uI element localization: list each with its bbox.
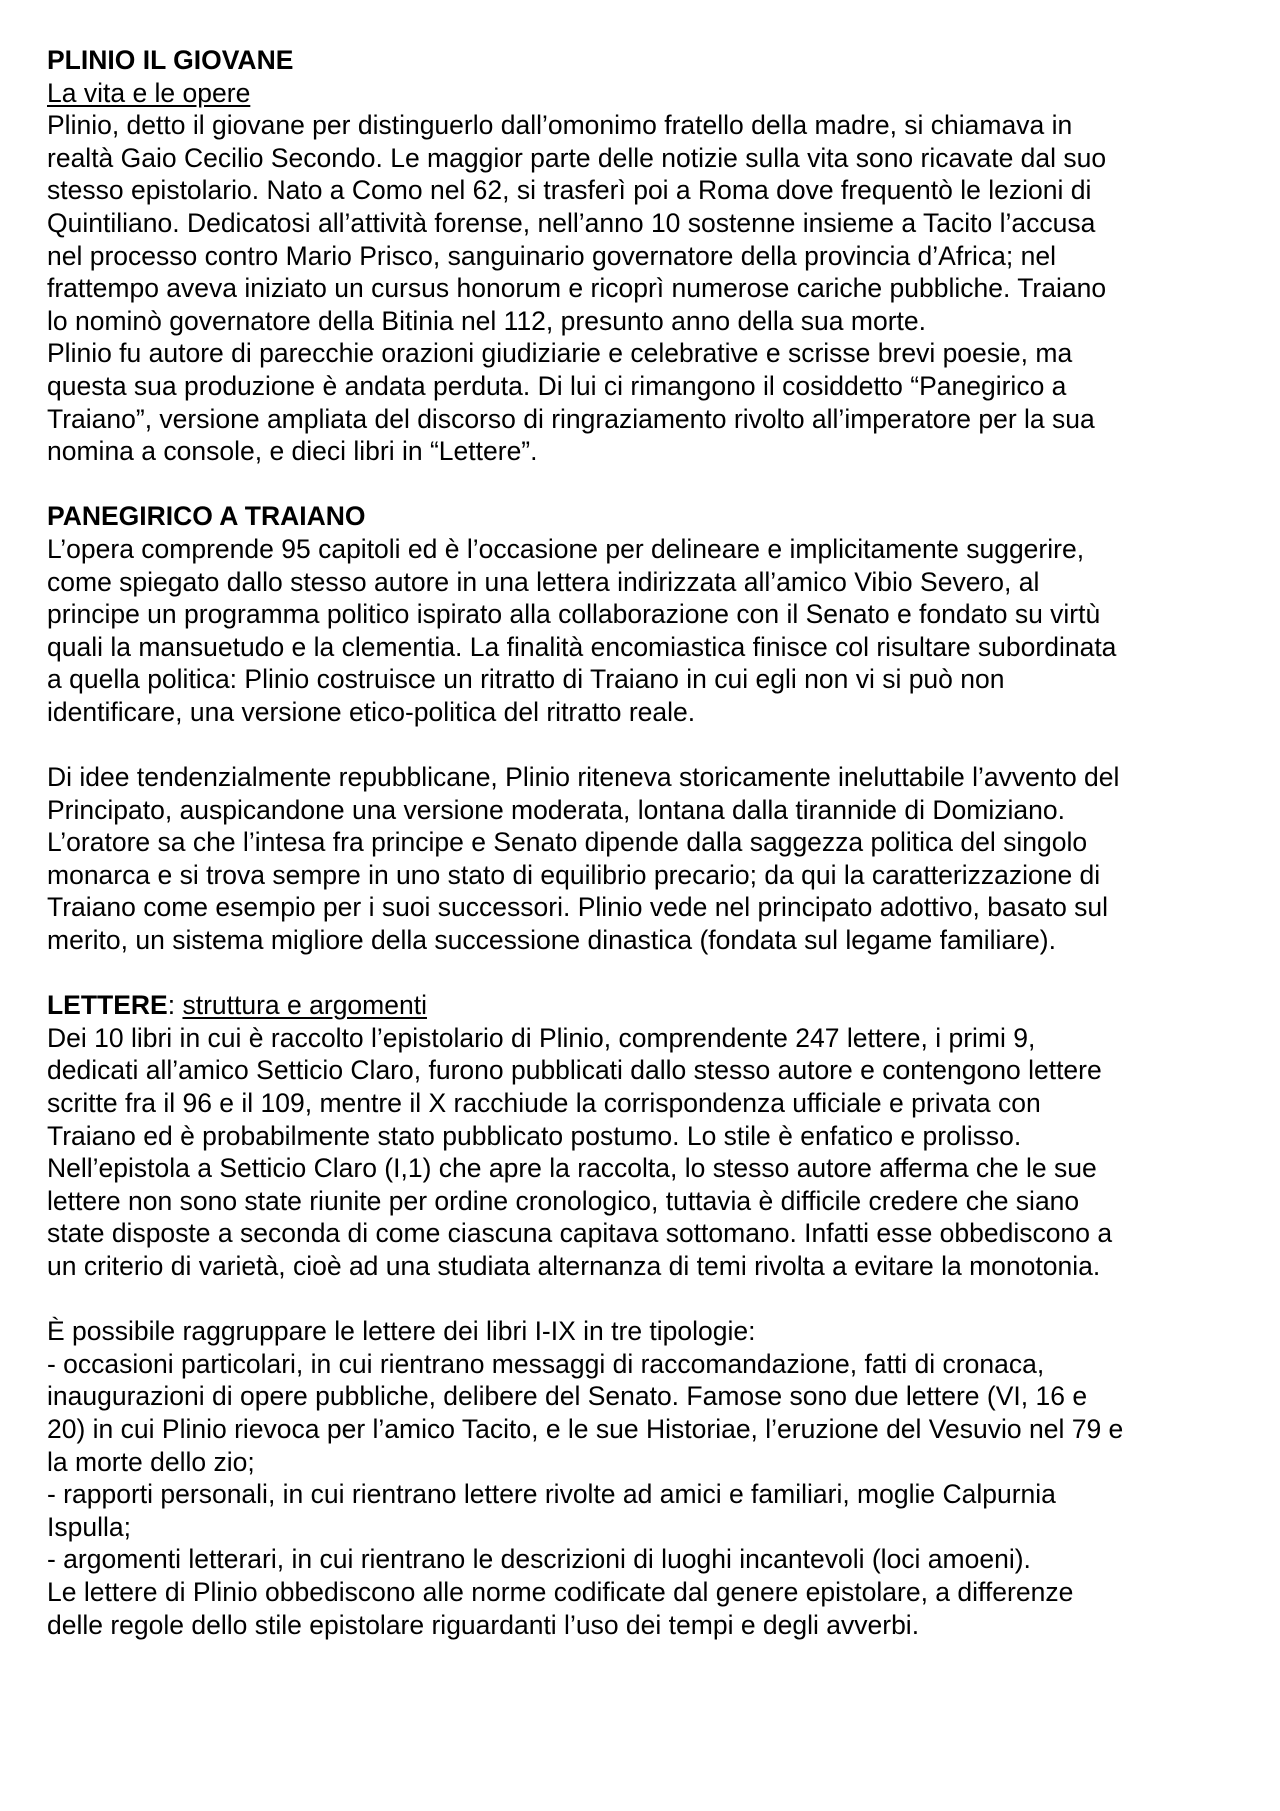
paragraph-vita: Plinio, detto il giovane per distinguerlo dall’omonimo fratello della madre, si chiamava in realtà Gaio Cecilio Secondo. Le maggior parte delle notizie sulla vita sono ricavate dal suo stesso epistolario. Nato a Como nel 62, si trasferì poi a Roma dove frequentò le lezioni di Quintiliano. Dedicatosi all’attività forense, nell’anno 10 sostenne insieme a Tacito l’accusa nel processo contro Mario Prisco, sanguinario governatore della provincia d’Africa; nel frattempo aveva iniziato un cursus honorum e ricoprì numerose cariche pubbliche. Traiano lo nominò governatore della Bitinia nel 112, presunto anno della sua morte. — [47, 110, 1107, 336]
section-title-lettere: LETTERE — [47, 990, 168, 1021]
section-subtitle-struttura: struttura e argomenti — [182, 990, 427, 1021]
paragraph-panegirico-opera: L’opera comprende 95 capitoli ed è l’occasione per delineare e implicitamente suggerire, come spiegato dallo stesso autore in una lettera indirizzata all’amico Vibio Severo, al principe un programma politico ispirato alla collaborazione con il Senato e fondato su virtù quali la mansuetudo e la clementia. La finalità encomiastica finisce col risultare subordinata a quella politica: Plinio costruisce un ritratto di Traiano in cui egli non vi si può non identificare, una versione etico-politica del ritratto reale. — [47, 533, 1117, 727]
paragraph-lettere-tipologie: È possibile raggruppare le lettere dei libri I-IX in tre tipologie: - occasioni particolari, in cui rientrano messaggi di raccomandazione, fatti di cronaca, inaugurazioni di opere pubbliche, delibere del Senato. Famose sono due lettere (VI, 16 e 20) in cui Plinio rievoca per l’amico Tacito, e le sue Historiae, l’eruzione del Vesuvio nel 79 e la morte dello zio; - rapporti personali, in cui rientrano lettere rivolte ad amici e familiari, moglie Calpurnia Ispulla; - argomenti letterari, in cui rientrano le descrizioni di luoghi incantevoli (loci amoeni). Le lettere di Plinio obbediscono alle norme codificate dal genere epistolare, a differenze delle regole dello stile epistolare riguardanti l’uso dei tempi e degli avverbi. — [47, 1316, 1124, 1640]
paragraph-panegirico-idee: Di idee tendenzialmente repubblicane, Plinio riteneva storicamente ineluttabile l’avvento del Principato, auspicandone una versione moderata, lontana dalla tirannide di Domiziano. L’oratore sa che l’intesa fra principe e Senato dipende dalla saggezza politica del singolo monarca e si trova sempre in uno stato di equilibrio precario; da qui la caratterizzazione di Traiano come esempio per i suoi successori. Plinio vede nel principato adottivo, basato sul merito, un sistema migliore della successione dinastica (fondata sul legame familiare). — [47, 762, 1120, 956]
heading-separator: : — [167, 990, 183, 1021]
paragraph-lettere-struttura: Dei 10 libri in cui è raccolto l’epistolario di Plinio, comprendente 247 lettere, i primi 9, dedicati all’amico Setticio Claro, furono pubblicati dallo stesso autore e contengono lettere scritte fra il 96 e il 109, mentre il X racchiude la corrispondenza ufficiale e privata con Traiano ed è probabilmente stato pubblicato postumo. Lo stile è enfatico e prolisso. Nell’epistola a Setticio Claro (I,1) che apre la raccolta, lo stesso autore afferma che le sue lettere non sono state riunite per ordine cronologico, tuttavia è difficile credere che siano state disposte a seconda di come ciascuna capitava sottomano. Infatti esse obbediscono a un criterio di varietà, cioè ad una studiata alternanza di temi rivolta a evitare la monotonia. — [47, 1022, 1113, 1281]
section-heading-lettere — [47, 989, 1237, 1022]
document-page — [47, 44, 1237, 1641]
section-title-panegirico: PANEGIRICO A TRAIANO — [47, 501, 366, 532]
section-title-plinio: PLINIO IL GIOVANE — [47, 45, 294, 75]
paragraph-spacer — [47, 1283, 1237, 1316]
section-subtitle-vita-opere: La vita e le opere — [47, 77, 251, 108]
paragraph-spacer — [47, 957, 1237, 990]
paragraph-opere: Plinio fu autore di parecchie orazioni giudiziarie e celebrative e scrisse brevi poesie, ma questa sua produzione è andata perduta. Di lui ci rimangono il cosiddetto “Panegirico a Traiano”, versione ampliata del discorso di ringraziamento rivolto all’imperatore per la sua nomina a console, e dieci libri in “Lettere”. — [47, 338, 1095, 467]
paragraph-spacer — [47, 468, 1237, 501]
paragraph-spacer — [47, 728, 1237, 761]
